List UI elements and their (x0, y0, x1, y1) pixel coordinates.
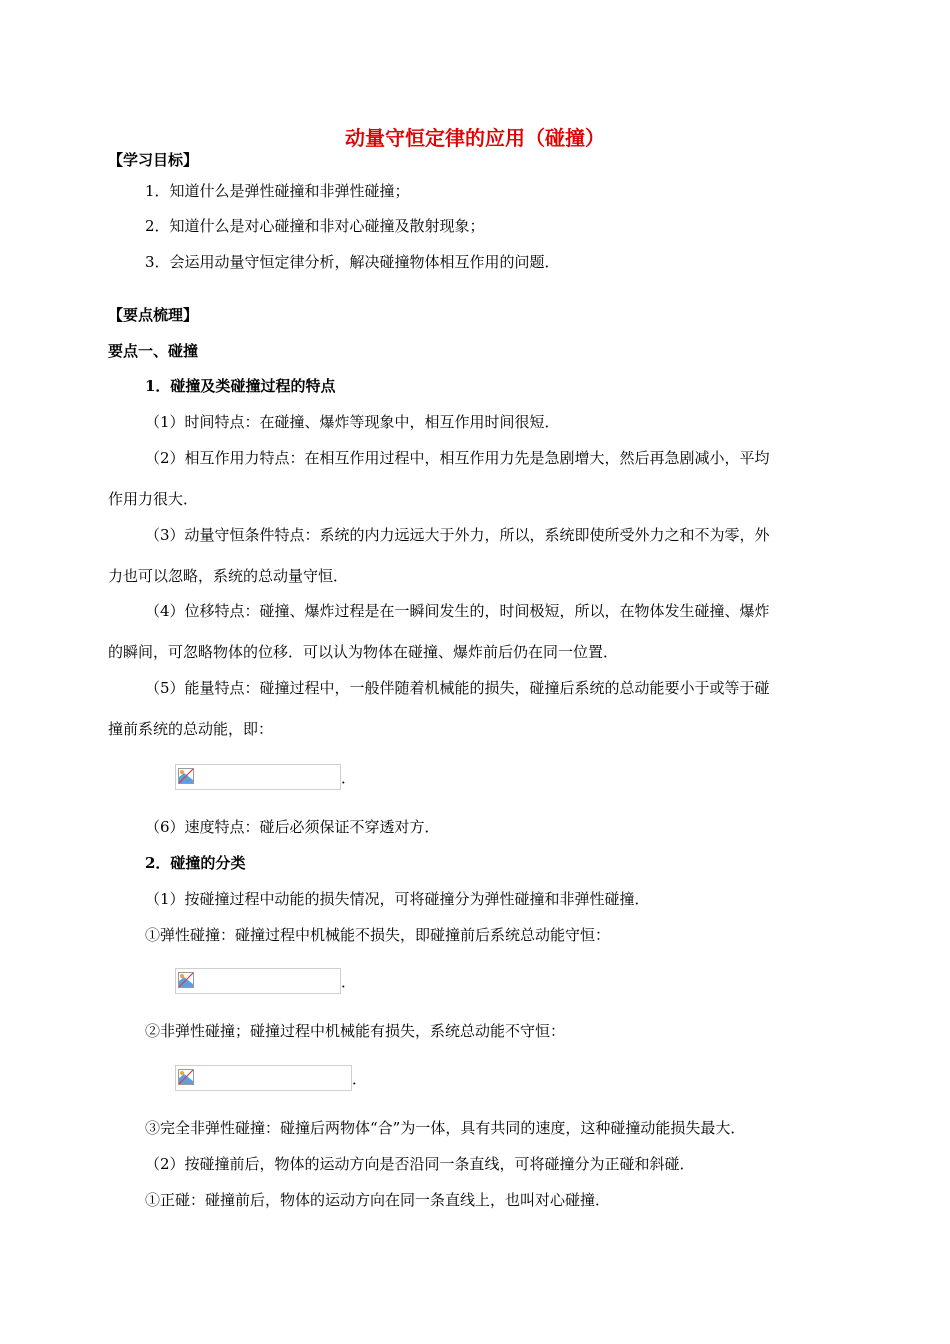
paragraph-line: ①弹性碰撞：碰撞过程中机械能不损失，即碰撞前后系统总动能守恒： (145, 926, 611, 944)
section-heading-goals: 【学习目标】 (108, 151, 199, 169)
formula-image (175, 1065, 352, 1091)
subsection-heading: 1．碰撞及类碰撞过程的特点 (145, 377, 336, 395)
paragraph-line: （6）速度特点：碰后必须保证不穿透对方． (145, 818, 440, 836)
paragraph-line: 力也可以忽略，系统的总动量守恒． (108, 567, 349, 585)
paragraph-line: （2）按碰撞前后，物体的运动方向是否沿同一条直线，可将碰撞分为正碰和斜碰． (145, 1155, 695, 1173)
paragraph-line: （2）相互作用力特点：在相互作用过程中，相互作用力先是急剧增大，然后再急剧减小，平均 (145, 449, 770, 467)
paragraph-line: 的瞬间，可忽略物体的位移．可以认为物体在碰撞、爆炸前后仍在同一位置． (108, 643, 619, 661)
point-heading: 要点一、碰撞 (108, 342, 199, 360)
paragraph-line: （4）位移特点：碰撞、爆炸过程是在一瞬间发生的，时间极短，所以，在物体发生碰撞、爆炸 (145, 602, 770, 620)
paragraph-line: （1）按碰撞过程中动能的损失情况，可将碰撞分为弹性碰撞和非弹性碰撞． (145, 890, 650, 908)
broken-image-icon (178, 1069, 194, 1085)
section-heading-summary: 【要点梳理】 (108, 306, 199, 324)
goal-item: 2．知道什么是对心碰撞和非对心碰撞及散射现象； (145, 217, 485, 235)
goal-item: 1．知道什么是弹性碰撞和非弹性碰撞； (145, 182, 410, 200)
formula-period: ． (352, 1070, 368, 1088)
paragraph-line: ①正碰：碰撞前后，物体的运动方向在同一条直线上，也叫对心碰撞． (145, 1191, 611, 1209)
broken-image-icon (178, 972, 194, 988)
goal-item: 3．会运用动量守恒定律分析，解决碰撞物体相互作用的问题． (145, 253, 560, 271)
paragraph-line: （3）动量守恒条件特点：系统的内力远远大于外力，所以，系统即使所受外力之和不为零，外 (145, 526, 770, 544)
paragraph-line: 撞前系统的总动能，即： (108, 720, 274, 738)
document-title: 动量守恒定律的应用（碰撞） (345, 126, 605, 150)
formula-period: ． (341, 973, 357, 991)
subsection-heading: 2．碰撞的分类 (145, 854, 246, 872)
paragraph-line: （1）时间特点：在碰撞、爆炸等现象中，相互作用时间很短． (145, 413, 560, 431)
formula-image (175, 968, 341, 994)
paragraph-line: ②非弹性碰撞；碰撞过程中机械能有损失，系统总动能不守恒： (145, 1022, 566, 1040)
paragraph-line: （5）能量特点：碰撞过程中，一般伴随着机械能的损失，碰撞后系统的总动能要小于或等于碰 (145, 679, 770, 697)
paragraph-line: 作用力很大． (108, 490, 199, 508)
formula-period: ． (341, 769, 357, 787)
formula-image (175, 764, 341, 790)
paragraph-line: ③完全非弹性碰撞：碰撞后两物体“合”为一体，具有共同的速度，这种碰撞动能损失最大． (145, 1119, 746, 1137)
broken-image-icon (178, 768, 194, 784)
